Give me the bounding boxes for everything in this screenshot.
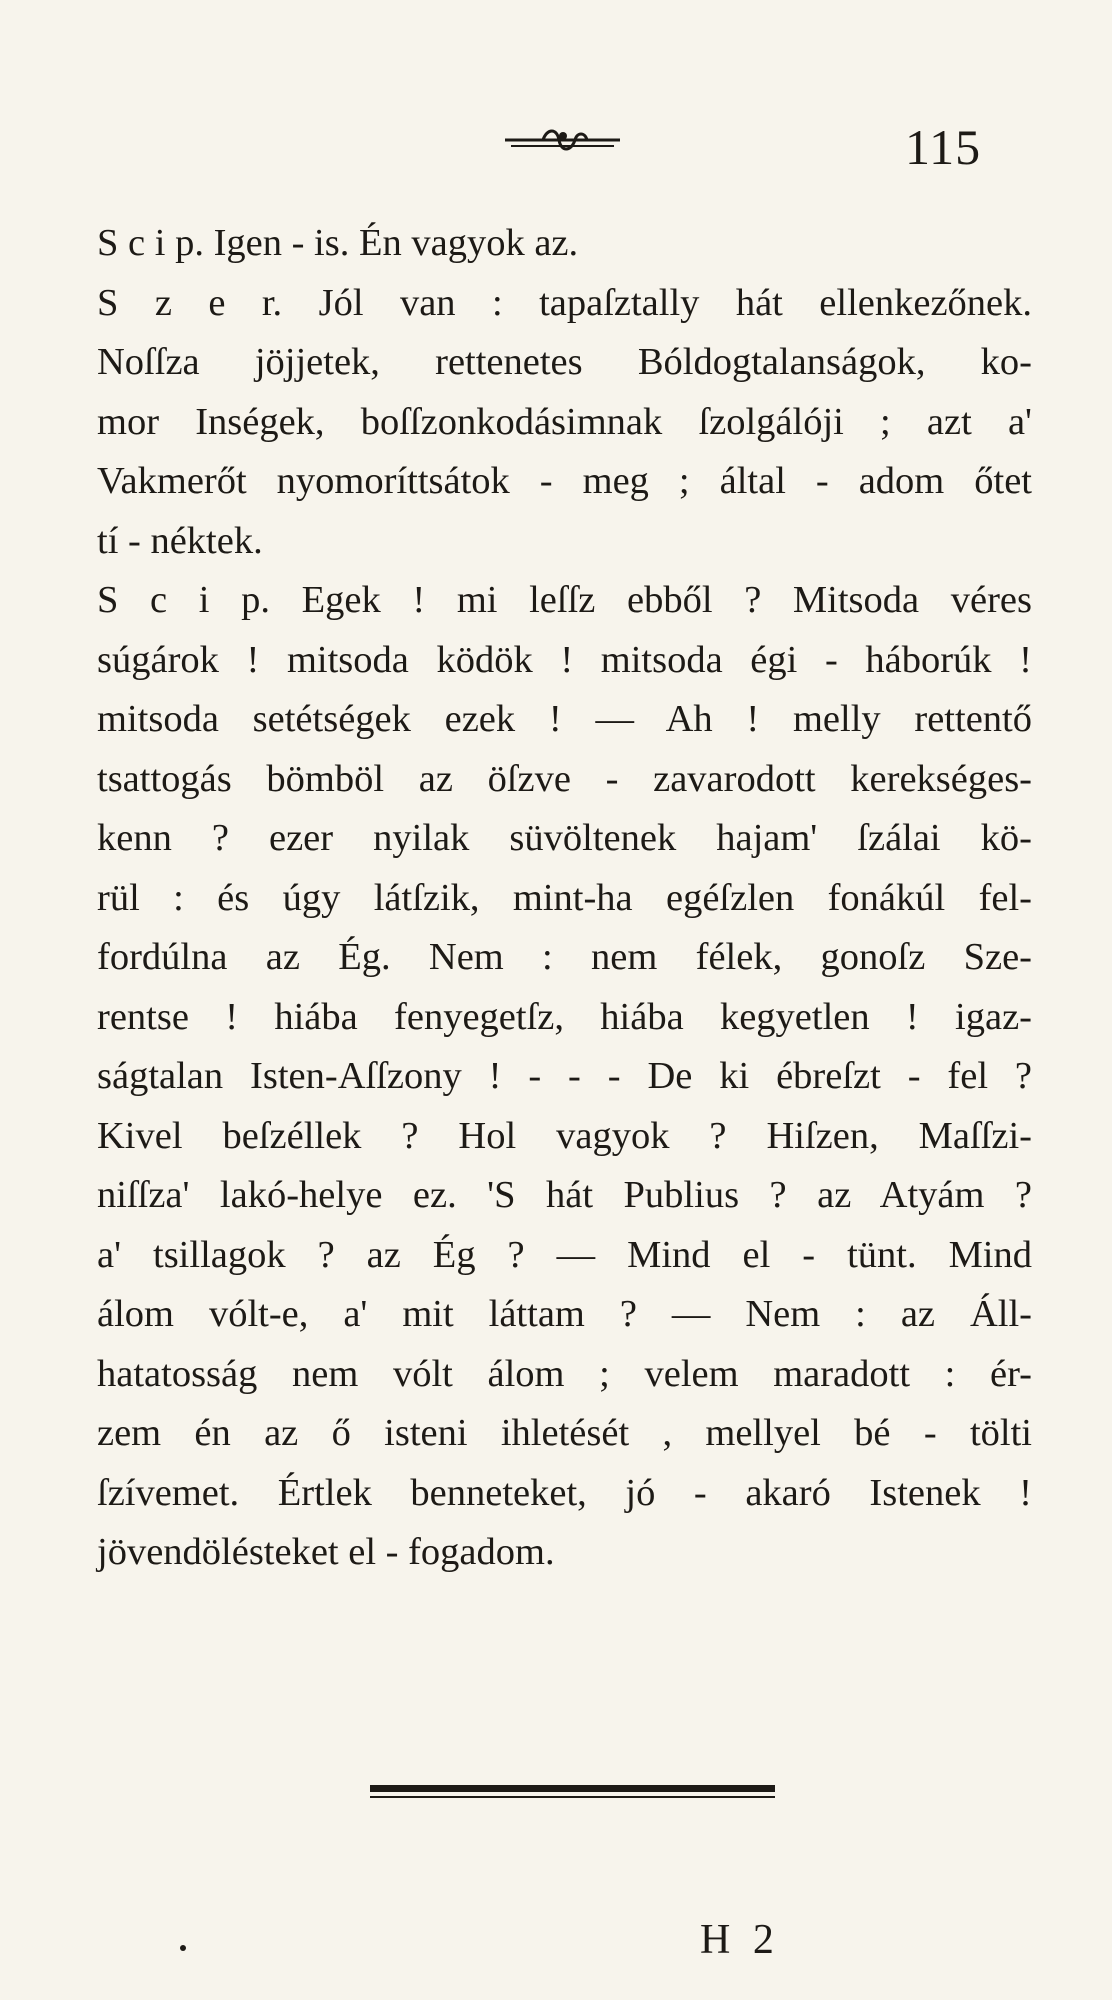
text-line: rentse ! hiába fenyegetſz, hiába kegyetlen ! igaz- xyxy=(97,995,1032,1038)
end-rule-thick xyxy=(370,1785,775,1792)
text-line: álom vólt-e, a' mit láttam ? — Nem : az Áll- xyxy=(97,1293,1032,1335)
text-line: hatatosság nem vólt álom ; velem maradott : ér- xyxy=(97,1352,1032,1395)
text-line: S z e r. Jól van : tapaſztally hát ellenkezőnek. xyxy=(97,281,1032,324)
text-line: Kivel beſzéllek ? Hol vagyok ? Hiſzen, Maſſzi- xyxy=(97,1114,1032,1157)
page-number: 115 xyxy=(905,119,982,175)
text-line: jövendölésteket el - fogadom. xyxy=(97,1531,555,1573)
text-line: tí - néktek. xyxy=(97,519,263,562)
text-line: Vakmerőt nyomoríttsátok - meg ; által - adom őtet xyxy=(97,460,1032,502)
text-line: S c i p. Igen - is. Én vagyok az. xyxy=(97,222,579,264)
ink-speck xyxy=(180,1945,186,1951)
end-rule-thin xyxy=(370,1796,775,1798)
text-line: súgárok ! mitsoda ködök ! mitsoda égi - háborúk ! xyxy=(97,638,1032,681)
signature-mark: H 2 xyxy=(700,1917,780,1963)
text-line: tsattogás bömböl az öſzve - zavarodott kerekséges- xyxy=(97,757,1032,800)
text-line: ſzívemet. Értlek benneteket, jó - akaró Istenek ! xyxy=(97,1471,1032,1514)
text-line: ságtalan Isten-Aſſzony ! - - - De ki ébreſzt - fel ? xyxy=(97,1055,1032,1097)
text-line: niſſza' lakó-helye ez. 'S hát Publius ? az Atyám ? xyxy=(97,1174,1032,1216)
text-line: a' tsillagok ? az Ég ? — Mind el - tünt. Mind xyxy=(97,1233,1032,1276)
text-line: fordúlna az Ég. Nem : nem félek, gonoſz Sze- xyxy=(97,936,1032,978)
text-line: mitsoda setétségek ezek ! — Ah ! melly rettentő xyxy=(97,698,1032,740)
text-line: mor Inségek, boſſzonkodásimnak ſzolgálóji ; azt a' xyxy=(97,400,1032,443)
text-line: zem én az ő isteni ihletését , mellyel bé - tölti xyxy=(97,1412,1032,1454)
body-text xyxy=(97,214,1032,1583)
text-line: rül : és úgy látſzik, mint-ha egéſzlen fonákúl fel- xyxy=(97,876,1032,919)
header-ornament-icon xyxy=(505,128,620,154)
text-line: Noſſza jöjjetek, rettenetes Bóldogtalanságok, ko- xyxy=(97,341,1032,383)
text-line: kenn ? ezer nyilak süvöltenek hajam' ſzálai kö- xyxy=(97,817,1032,859)
text-line: S c i p. Egek ! mi leſſz ebből ? Mitsoda véres xyxy=(97,579,1032,621)
